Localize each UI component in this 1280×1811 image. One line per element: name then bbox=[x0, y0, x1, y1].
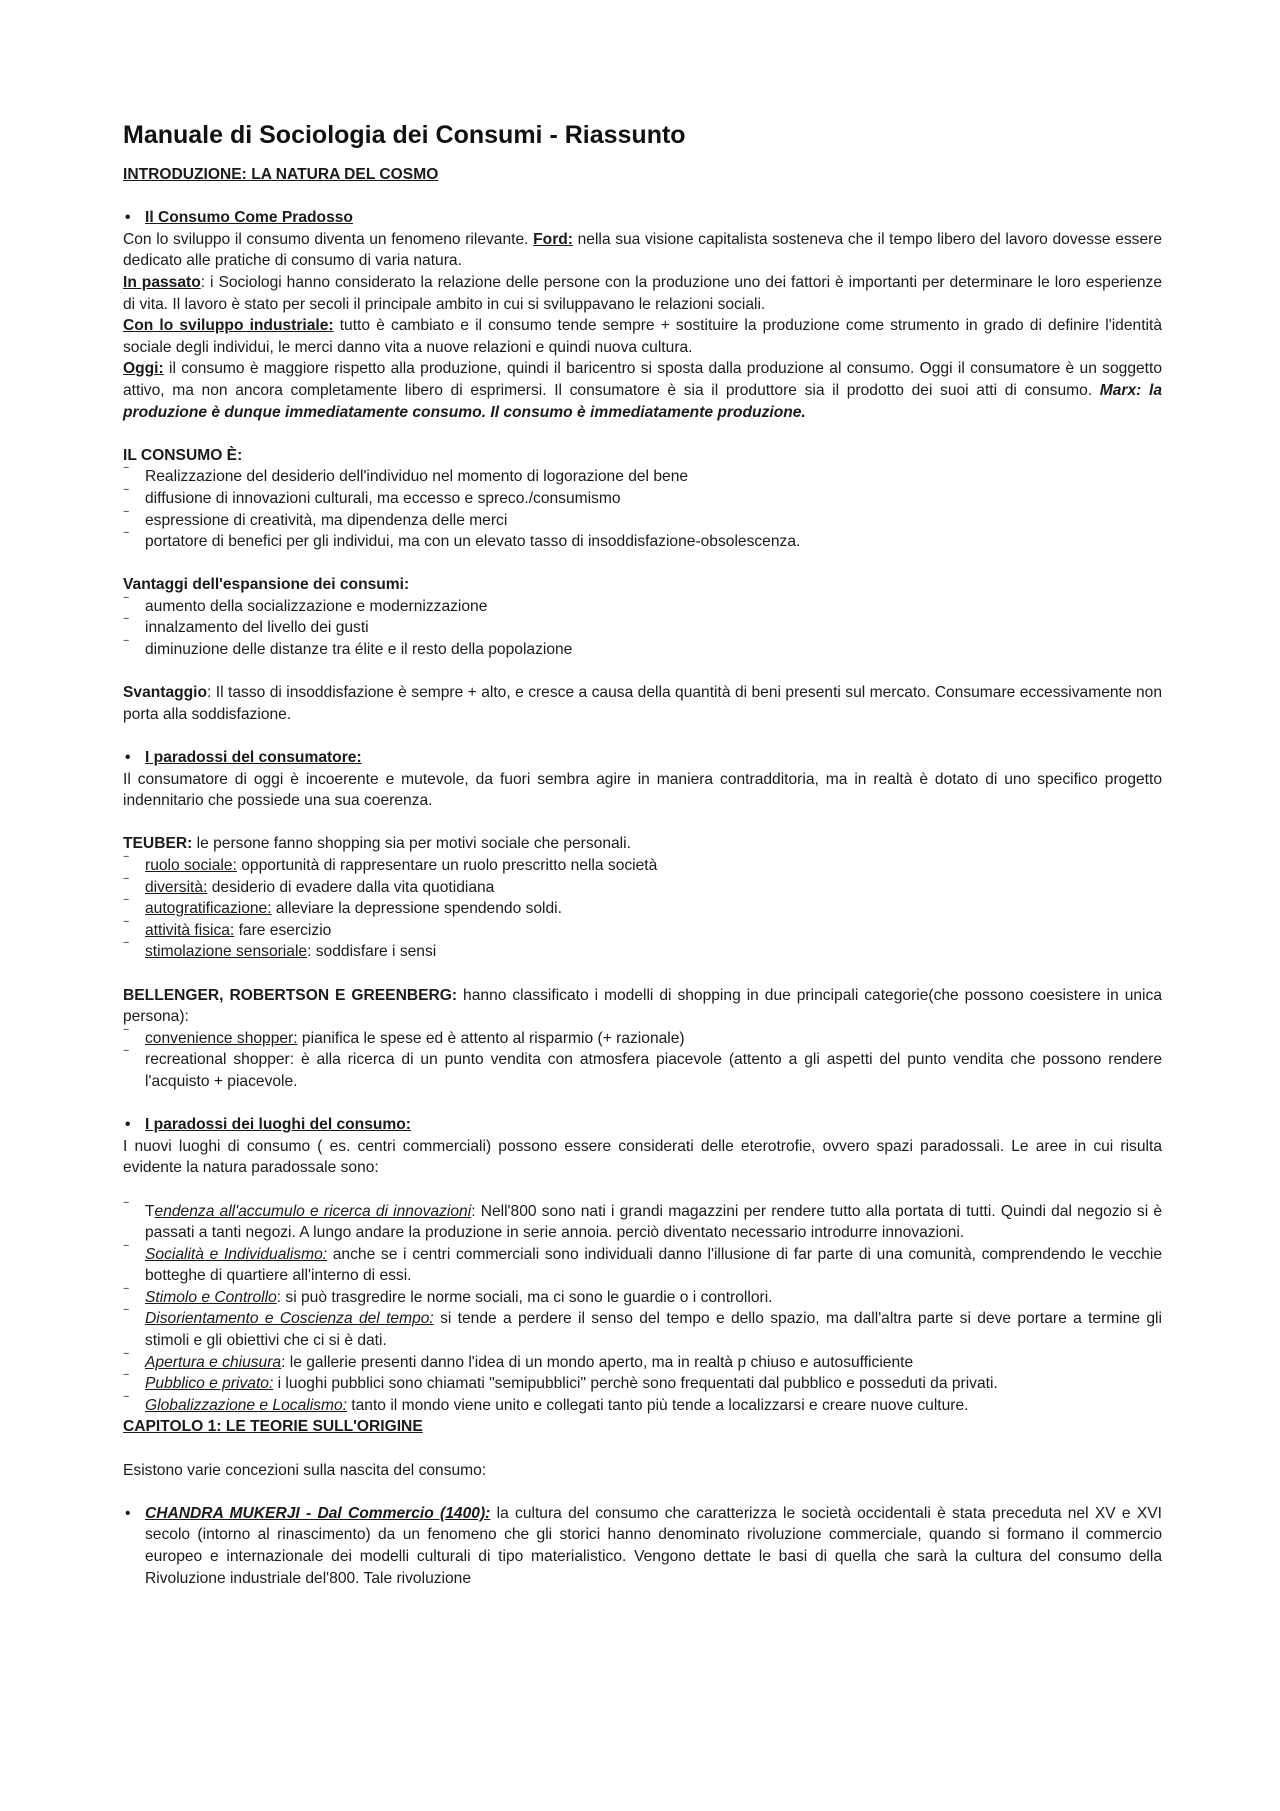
dash-icon: ‾ bbox=[124, 897, 129, 913]
list-item-text: recreational shopper: è alla ricerca di un punto vendita con atmosfera piacevole (attento a gli aspetti del punto vendita che possono rendere l'acquisto + piacevole. bbox=[145, 1051, 1162, 1090]
term-oggi: Oggi: bbox=[123, 360, 164, 378]
dash-icon: ‾ bbox=[124, 940, 129, 956]
text: : i Sociologi hanno considerato la relazione delle persone con la produzione uno dei fattori è importanti per determinare le loro esperienze di vita. Il lavoro è stato per secoli il principale ambito in cui si sviluppavano le relazioni sociali. bbox=[123, 273, 1162, 313]
dash-icon: ‾ bbox=[124, 1307, 129, 1323]
bullet-dot-icon: • bbox=[125, 209, 131, 227]
list-item bbox=[123, 1287, 1162, 1309]
list-item bbox=[123, 920, 1162, 942]
list-item-term: attività fisica: bbox=[145, 921, 235, 939]
list-item-text: si tende a perdere il senso del tempo e dello spazio, ma dall'altra parte si deve portare a termine gli stimoli e gli obiettivi che ci si è dati. bbox=[145, 1310, 1162, 1350]
text: : Il tasso di insoddisfazione è sempre + alto, e cresce a causa della quantità di beni presenti sul mercato. Consumare eccessivamente non porta alla soddisfazione. bbox=[123, 684, 1162, 723]
text: il consumo è maggiore rispetto alla produzione, quindi il baricentro si sposta dalla produzione al consumo. Oggi il consumatore è un soggetto attivo, ma non ancora completamente libero di esprimersi. Il consumatore è sia il produttore sia il prodotto dei suoi atti di consumo. bbox=[123, 360, 1162, 399]
list-item bbox=[123, 639, 1162, 661]
dash-icon: ‾ bbox=[124, 1393, 129, 1409]
paragraph-consumatore: Il consumatore di oggi è incoerente e mutevole, da fuori sembra agire in maniera contradditoria, ma in realtà è dotato di uno specifico progetto indennitario che possiede una sua coerenza. bbox=[123, 770, 1162, 810]
section-heading: Il Consumo Come Pradosso bbox=[145, 209, 353, 227]
list-item bbox=[123, 466, 1162, 488]
list-item bbox=[123, 531, 1162, 553]
dash-icon: ‾ bbox=[124, 875, 129, 891]
list-item-text: : si può trasgredire le norme sociali, ma ci sono le guardie o i controllori. bbox=[276, 1288, 773, 1306]
document-title: Manuale di Sociologia dei Consumi - Riassunto bbox=[123, 121, 686, 149]
list-item-term: Disorientamento e Coscienza del tempo: bbox=[145, 1310, 434, 1328]
list-item bbox=[123, 488, 1162, 510]
chapter-1-intro: Esistono varie concezioni sulla nascita del consumo: bbox=[123, 1461, 487, 1479]
paragraph-bellenger bbox=[123, 985, 1162, 1028]
list-item-text: espressione di creatività, ma dipendenza delle merci bbox=[145, 511, 508, 529]
list-item-term: autogratificazione: bbox=[145, 900, 272, 918]
list-item-text: aumento della socializzazione e modernizzazione bbox=[145, 597, 488, 615]
text: Con lo sviluppo il consumo diventa un fenomeno rilevante. bbox=[123, 230, 534, 248]
list-item-text: fare esercizio bbox=[234, 921, 332, 939]
list-item-term: Globalizzazione e Localismo: bbox=[145, 1396, 347, 1414]
list-item-term: endenza all'accumulo e ricerca di innovazioni bbox=[154, 1202, 472, 1220]
list-item-text: i luoghi pubblici sono chiamati "semipubblici" perchè sono frequentati dal pubblico e posseduti da privati. bbox=[273, 1375, 998, 1393]
paragraph-sviluppo-industriale bbox=[123, 315, 1162, 358]
dash-icon: ‾ bbox=[124, 638, 129, 654]
list-item-term: Socialità e Individualismo: bbox=[145, 1245, 328, 1263]
list-item-text: : Nell'800 sono nati i grandi magazzini per rendere tutto alla portata di tutti. Quindi dal negozio si è passati a tanti negozi. A lungo andare la produzione in serie annoia. perciò diventato necessario introdurre innovazioni. bbox=[145, 1202, 1163, 1242]
list-item bbox=[123, 1352, 1162, 1374]
list-item-prefix: T bbox=[145, 1202, 155, 1220]
consumo-heading: IL CONSUMO È: bbox=[123, 446, 243, 464]
section-heading: I paradossi dei luoghi del consumo: bbox=[145, 1116, 411, 1134]
list-item-term: Apertura e chiusura bbox=[145, 1353, 282, 1371]
list-item-text: alleviare la depressione spendendo soldi. bbox=[271, 900, 562, 918]
dash-icon: ‾ bbox=[124, 1048, 129, 1064]
list-item bbox=[123, 1201, 1162, 1244]
term-sviluppo-industriale: Con lo sviluppo industriale: bbox=[123, 317, 334, 335]
dash-icon: ‾ bbox=[124, 594, 129, 610]
list-item-term: Pubblico e privato: bbox=[145, 1375, 274, 1393]
paragraph-in-passato bbox=[123, 272, 1162, 315]
list-item bbox=[123, 941, 1162, 963]
list-item-text: desiderio di evadere dalla vita quotidiana bbox=[207, 878, 495, 896]
list-item-text: Realizzazione del desiderio dell'individuo nel momento di logorazione del bene bbox=[145, 468, 689, 486]
section-paradossi-consumatore bbox=[123, 747, 1162, 769]
list-item-text: opportunità di rappresentare un ruolo prescritto nella società bbox=[236, 857, 658, 874]
list-item bbox=[123, 1395, 1162, 1417]
paragraph-oggi bbox=[123, 358, 1162, 423]
list-item-text: : le gallerie presenti danno l'idea di un mondo aperto, ma in realtà p chiuso e autosufficiente bbox=[281, 1353, 914, 1371]
list-item-text: diffusione di innovazioni culturali, ma eccesso e spreco./consumismo bbox=[145, 489, 621, 507]
list-item bbox=[123, 1028, 1162, 1050]
list-item bbox=[123, 898, 1162, 920]
term-ford: Ford: bbox=[533, 230, 573, 248]
dash-icon: ‾ bbox=[124, 1350, 129, 1366]
list-item-term: diversità: bbox=[145, 878, 208, 896]
chapter-1-heading: CAPITOLO 1: LE TEORIE SULL'ORIGINE bbox=[123, 1418, 423, 1436]
list-item-text: portatore di benefici per gli individui, ma con un elevato tasso di insoddisfazione-obsolescenza. bbox=[145, 533, 801, 551]
list-item bbox=[123, 877, 1162, 899]
text: le persone fanno shopping sia per motivi sociale che personali. bbox=[192, 835, 631, 853]
dash-icon: ‾ bbox=[124, 616, 129, 632]
dash-icon: ‾ bbox=[124, 508, 129, 524]
list-item bbox=[123, 1049, 1162, 1092]
list-item bbox=[123, 1308, 1162, 1351]
term-svantaggio: Svantaggio bbox=[123, 684, 208, 702]
dash-icon: ‾ bbox=[124, 1242, 129, 1258]
dash-icon: ‾ bbox=[124, 1026, 129, 1042]
list-item-text: anche se i centri commerciali sono individuali danno l'illusione di far parte di una comunità, comprendendo le vecchie botteghe di quartiere all'interno di essi. bbox=[145, 1245, 1162, 1285]
bullet-dot-icon: • bbox=[125, 1116, 131, 1134]
list-item-text: tanto il mondo viene unito e collegati tanto più tende a localizzarsi e creare nuove culture. bbox=[346, 1396, 969, 1414]
term-in-passato: In passato bbox=[123, 273, 201, 291]
bullet-dot-icon: • bbox=[125, 1504, 131, 1522]
list-item-text: : soddisfare i sensi bbox=[307, 943, 437, 961]
list-item bbox=[123, 1244, 1162, 1287]
text: nella sua visione capitalista sosteneva che il tempo libero del lavoro dovesse essere dedicato alle pratiche di consumo di varia natura. bbox=[123, 230, 1163, 270]
text: hanno classificato i modelli di shopping in due principali categorie(che possono coesistere in unica persona): bbox=[123, 986, 1162, 1026]
dash-icon: ‾ bbox=[124, 1285, 129, 1301]
document-page bbox=[123, 118, 1162, 1589]
term-teuber: TEUBER: bbox=[123, 835, 193, 853]
dash-icon: ‾ bbox=[124, 465, 129, 481]
section-paradossi-luoghi bbox=[123, 1114, 1162, 1136]
section-mukerji bbox=[123, 1503, 1162, 1589]
paragraph-svantaggio bbox=[123, 682, 1162, 725]
paragraph-teuber bbox=[123, 833, 1162, 855]
section-heading: I paradossi del consumatore: bbox=[145, 749, 362, 767]
list-item bbox=[123, 1373, 1162, 1395]
list-item bbox=[123, 855, 1162, 877]
dash-icon: ‾ bbox=[124, 1199, 129, 1215]
section-consumo-paradosso bbox=[123, 207, 1162, 229]
list-item bbox=[123, 510, 1162, 532]
list-item bbox=[123, 596, 1162, 618]
dash-icon: ‾ bbox=[124, 1372, 129, 1388]
list-item-term: ruolo sociale: bbox=[145, 857, 237, 874]
paragraph-ford bbox=[123, 229, 1162, 272]
dash-icon: ‾ bbox=[124, 918, 129, 934]
term-mukerji: CHANDRA MUKERJI - Dal Commercio (1400): bbox=[145, 1504, 491, 1522]
intro-heading: INTRODUZIONE: LA NATURA DEL COSMO bbox=[123, 166, 439, 183]
list-item-term: Stimolo e Controllo bbox=[145, 1288, 277, 1306]
list-item-text: diminuzione delle distanze tra élite e il resto della popolazione bbox=[145, 641, 573, 659]
dash-icon: ‾ bbox=[124, 530, 129, 546]
term-bellenger: BELLENGER, ROBERTSON E GREENBERG: bbox=[123, 986, 458, 1004]
marx-quote: Marx: la produzione è dunque immediatamente consumo. Il consumo è immediatamente produzione. bbox=[123, 381, 1162, 421]
list-item bbox=[123, 617, 1162, 639]
dash-icon: ‾ bbox=[124, 486, 129, 502]
dash-icon: ‾ bbox=[124, 854, 129, 869]
list-item-text: innalzamento del livello dei gusti bbox=[145, 619, 369, 637]
paragraph-luoghi: I nuovi luoghi di consumo ( es. centri commerciali) possono essere considerati delle eterotrofie, ovvero spazi paradossali. Le aree in cui risulta evidente la natura paradossale sono: bbox=[123, 1137, 1162, 1177]
list-item-term: convenience shopper: bbox=[145, 1029, 298, 1047]
list-item-term: stimolazione sensoriale bbox=[145, 943, 308, 961]
text: la cultura del consumo che caratterizza le società occidentali è stata preceduta nel XV e XVI secolo (intorno al rinascimento) da un fenomeno che gli storici hanno denominato rivoluzione commerciale, quando si formano il commercio europeo e internazionale dei modelli culturali di tipo materialistico. Vengono dettate le basi di quella che sarà la cultura del consumo della Rivoluzione industriale del'800. Tale rivoluzione bbox=[145, 1504, 1163, 1587]
bullet-dot-icon: • bbox=[125, 749, 131, 767]
list-item-text: pianifica le spese ed è attento al risparmio (+ razionale) bbox=[297, 1029, 685, 1047]
vantaggi-heading: Vantaggi dell'espansione dei consumi: bbox=[123, 576, 410, 594]
text: tutto è cambiato e il consumo tende sempre + sostituire la produzione come strumento in grado di definire l'identità sociale degli individui, le merci danno vita a nuove relazioni e quindi nuova cultura. bbox=[123, 317, 1162, 356]
